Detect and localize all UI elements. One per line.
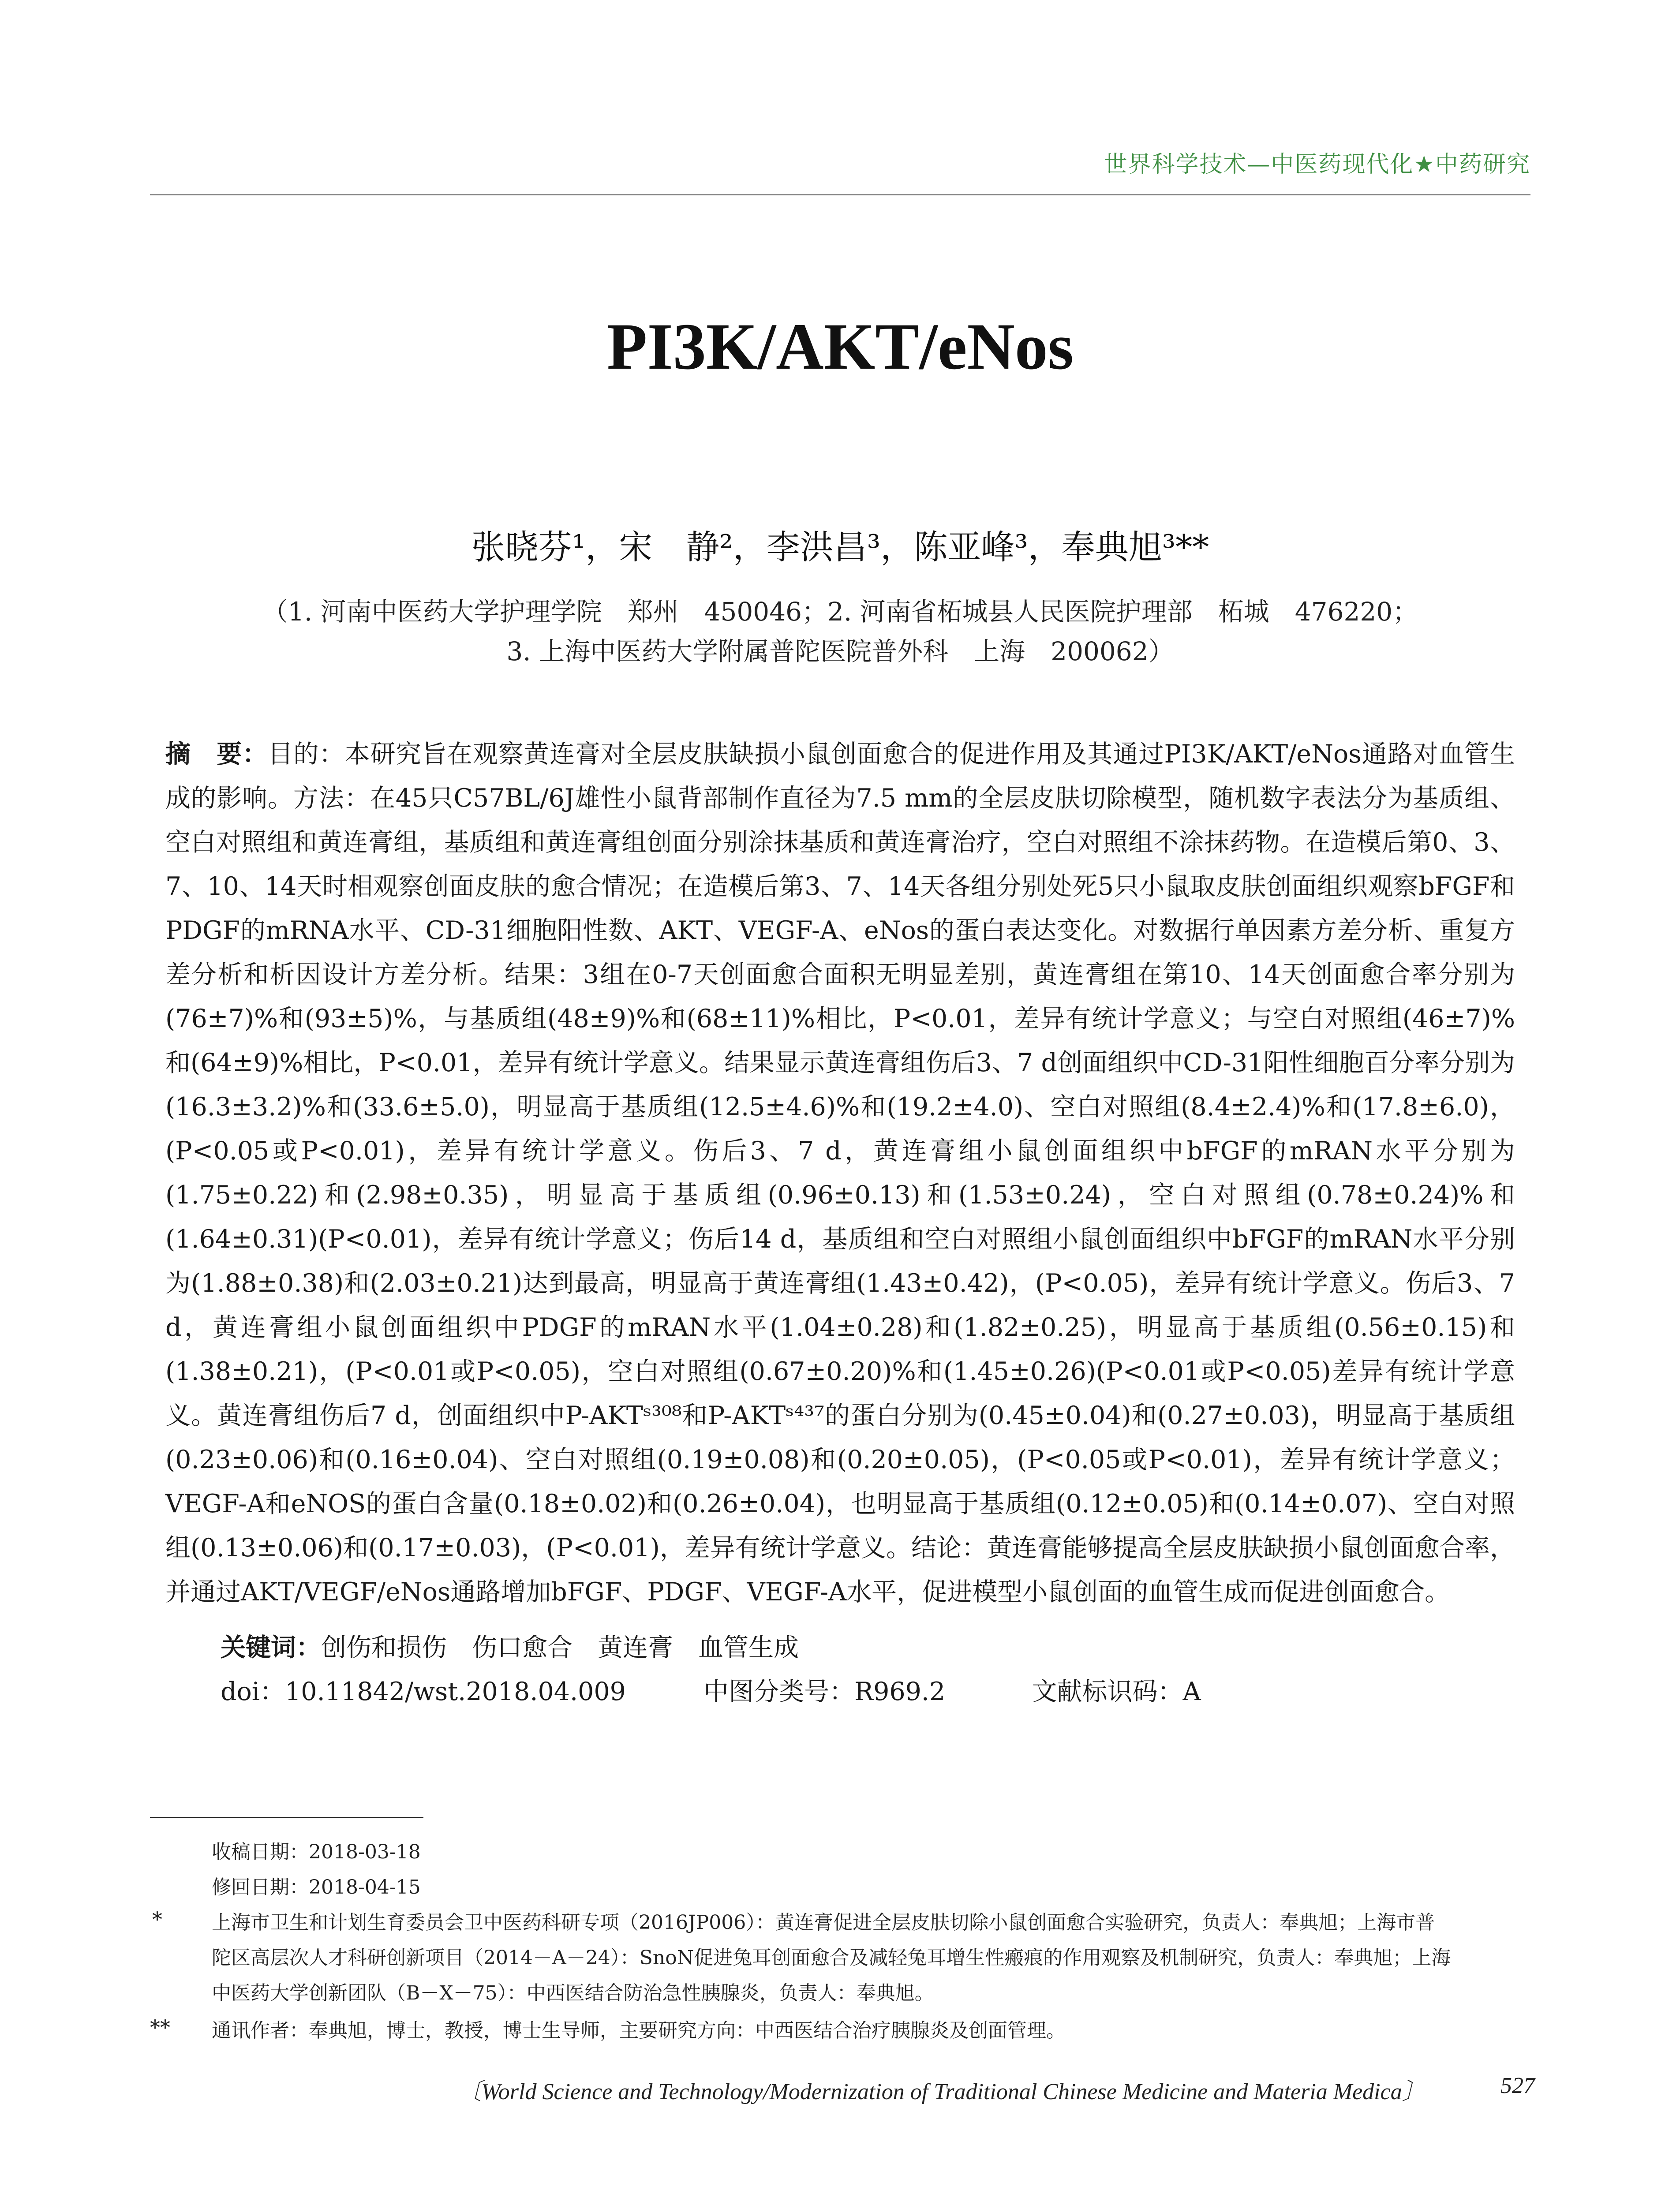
- keywords: [221, 1627, 799, 1663]
- footnote-rule: [150, 1817, 423, 1818]
- footnote-fund-line-2: 陀区高层次人才科研创新项目（2014－A－24）：SnoN促进兔耳创面愈合及减轻兔耳增生性瘢痕的作用观察及机制研究，负责人：奉典旭；上海: [212, 1947, 1451, 1969]
- footnote-received: 收稿日期：2018-03-18: [212, 1841, 421, 1863]
- clc-code: 中图分类号：R969.2: [703, 1677, 946, 1706]
- doi: doi：10.11842/wst.2018.04.009: [221, 1677, 626, 1706]
- classification-line: [221, 1671, 1201, 1708]
- affiliation-line-2: 3. 上海中医药大学附属普陀医院普外科 上海 200062）: [506, 636, 1174, 666]
- footnote-corresponding-author: 通讯作者：奉典旭，博士，教授，博士生导师，主要研究方向：中西医结合治疗胰腺炎及创面管理。: [212, 2019, 1066, 2042]
- header-rule: [150, 194, 1530, 195]
- keywords-text: 创伤和损伤 伤口愈合 黄连膏 血管生成: [321, 1633, 799, 1662]
- abstract-text: 目的：本研究旨在观察黄连膏对全层皮肤缺损小鼠创面愈合的促进作用及其通过PI3K/AKT/eNos通路对血管生成的影响。方法：在45只C57BL/6J雄性小鼠背部制作直径为7.5 mm的全层皮肤切除模型，随机数字表法分为基质组、空白对照组和黄连膏组，基质组和黄连膏组创面分别涂抹基质和黄连膏治疗，空白对照组不涂抹药物。在造模后第0、3、7、10、14天时相观察创面皮肤的愈合情况；在造模后第3、7、14天各组分别处死5只小鼠取皮肤创面组织观察bFGF和PDGF的mRNA水平、CD-31细胞阳性数、AKT、VEGF-A、eNos的蛋白表达变化。对数据行单因素方差分析、重复方差分析和析因设计方差分析。结果：3组在0-7天创面愈合面积无明显差别，黄连膏组在第10、14天创面愈合率分别为(76±7)%和(93±5)%，与基质组(48±9)%和(68±11)%相比，P<0.01，差异有统计学意义；与空白对照组(46±7)%和(64±9)%相比，P<0.01，差异有统计学意义。结果显示黄连膏组伤后3、7 d创面组织中CD-31阳性细胞百分率分别为(16.3±3.2)%和(33.6±5.0)，明显高于基质组(12.5±4.6)%和(19.2±4.0)、空白对照组(8.4±2.4)%和(17.8±6.0)，(P<0.05或P<0.01)，差异有统计学意义。伤后3、7 d，黄连膏组小鼠创面组织中bFGF的mRAN水平分别为(1.75±0.22)和(2.98±0.35)，明显高于基质组(0.96±0.13)和(1.53±0.24)，空白对照组(0.78±0.24)%和(1.64±0.31)(P<0.01)，差异有统计学意义；伤后14 d，基质组和空白对照组小鼠创面组织中bFGF的mRAN水平分别为(1.88±0.38)和(2.03±0.21)达到最高，明显高于黄连膏组(1.43±0.42)，(P<0.05)，差异有统计学意义。伤后3、7 d，黄连膏组小鼠创面组织中PDGF的mRAN水平(1.04±0.28)和(1.82±0.25)，明显高于基质组(0.56±0.15)和(1.38±0.21)，(P<0.01或P<0.05)，空白对照组(0.67±0.20)%和(1.45±0.26)(P<0.01或P<0.05)差异有统计学意义。黄连膏组伤后7 d，创面组织中P-AKTˢ³⁰⁸和P-AKTˢ⁴³⁷的蛋白分别为(0.45±0.04)和(0.27±0.03)，明显高于基质组(0.23±0.06)和(0.16±0.04)、空白对照组(0.19±0.08)和(0.20±0.05)，(P<0.05或P<0.01)，差异有统计学意义；VEGF-A和eNOS的蛋白含量(0.18±0.02)和(0.26±0.04)，也明显高于基质组(0.12±0.05)和(0.14±0.07)、空白对照组(0.13±0.06)和(0.17±0.03)，(P<0.01)，差异有统计学意义。结论：黄连膏能够提高全层皮肤缺损小鼠创面愈合率，并通过AKT/VEGF/eNos通路增加bFGF、PDGF、VEGF-A水平，促进模型小鼠创面的血管生成而促进创面愈合。: [165, 740, 1515, 1607]
- document-code: 文献标识码：A: [1032, 1677, 1201, 1706]
- author-list: 张晓芬¹，宋 静²，李洪昌³，陈亚峰³，奉典旭³**: [471, 527, 1209, 567]
- keywords-label: 关键词：: [221, 1633, 321, 1662]
- journal-footer: 〔World Science and Technology/Modernization of Traditional Chinese Medicine and Materia Medica〕: [458, 2079, 1425, 2104]
- page-number: 527: [1500, 2073, 1535, 2098]
- article-title: PI3K/AKT/eNos: [606, 310, 1074, 383]
- footnote-fund-line-1: 上海市卫生和计划生育委员会卫中医药科研专项（2016JP006）：黄连膏促进全层皮肤切除小鼠创面愈合实验研究，负责人：奉典旭；上海市普: [212, 1911, 1435, 1934]
- abstract-label: 摘 要：: [165, 740, 268, 769]
- fund-footnote-mark: *: [152, 1907, 162, 1931]
- affiliation-line-1: （1. 河南中医药大学护理学院 郑州 450046；2. 河南省柘城县人民医院护理部 柘城 476220；: [262, 597, 1418, 627]
- corresponding-footnote-mark: **: [150, 2015, 170, 2039]
- running-head: 世界科学技术—中医药现代化★中药研究: [1104, 151, 1530, 178]
- footnote-revised: 修回日期：2018-04-15: [212, 1876, 421, 1899]
- abstract: [165, 732, 1515, 1614]
- footnote-fund-line-3: 中医药大学创新团队（B－X－75）：中西医结合防治急性胰腺炎，负责人：奉典旭。: [212, 1982, 934, 2004]
